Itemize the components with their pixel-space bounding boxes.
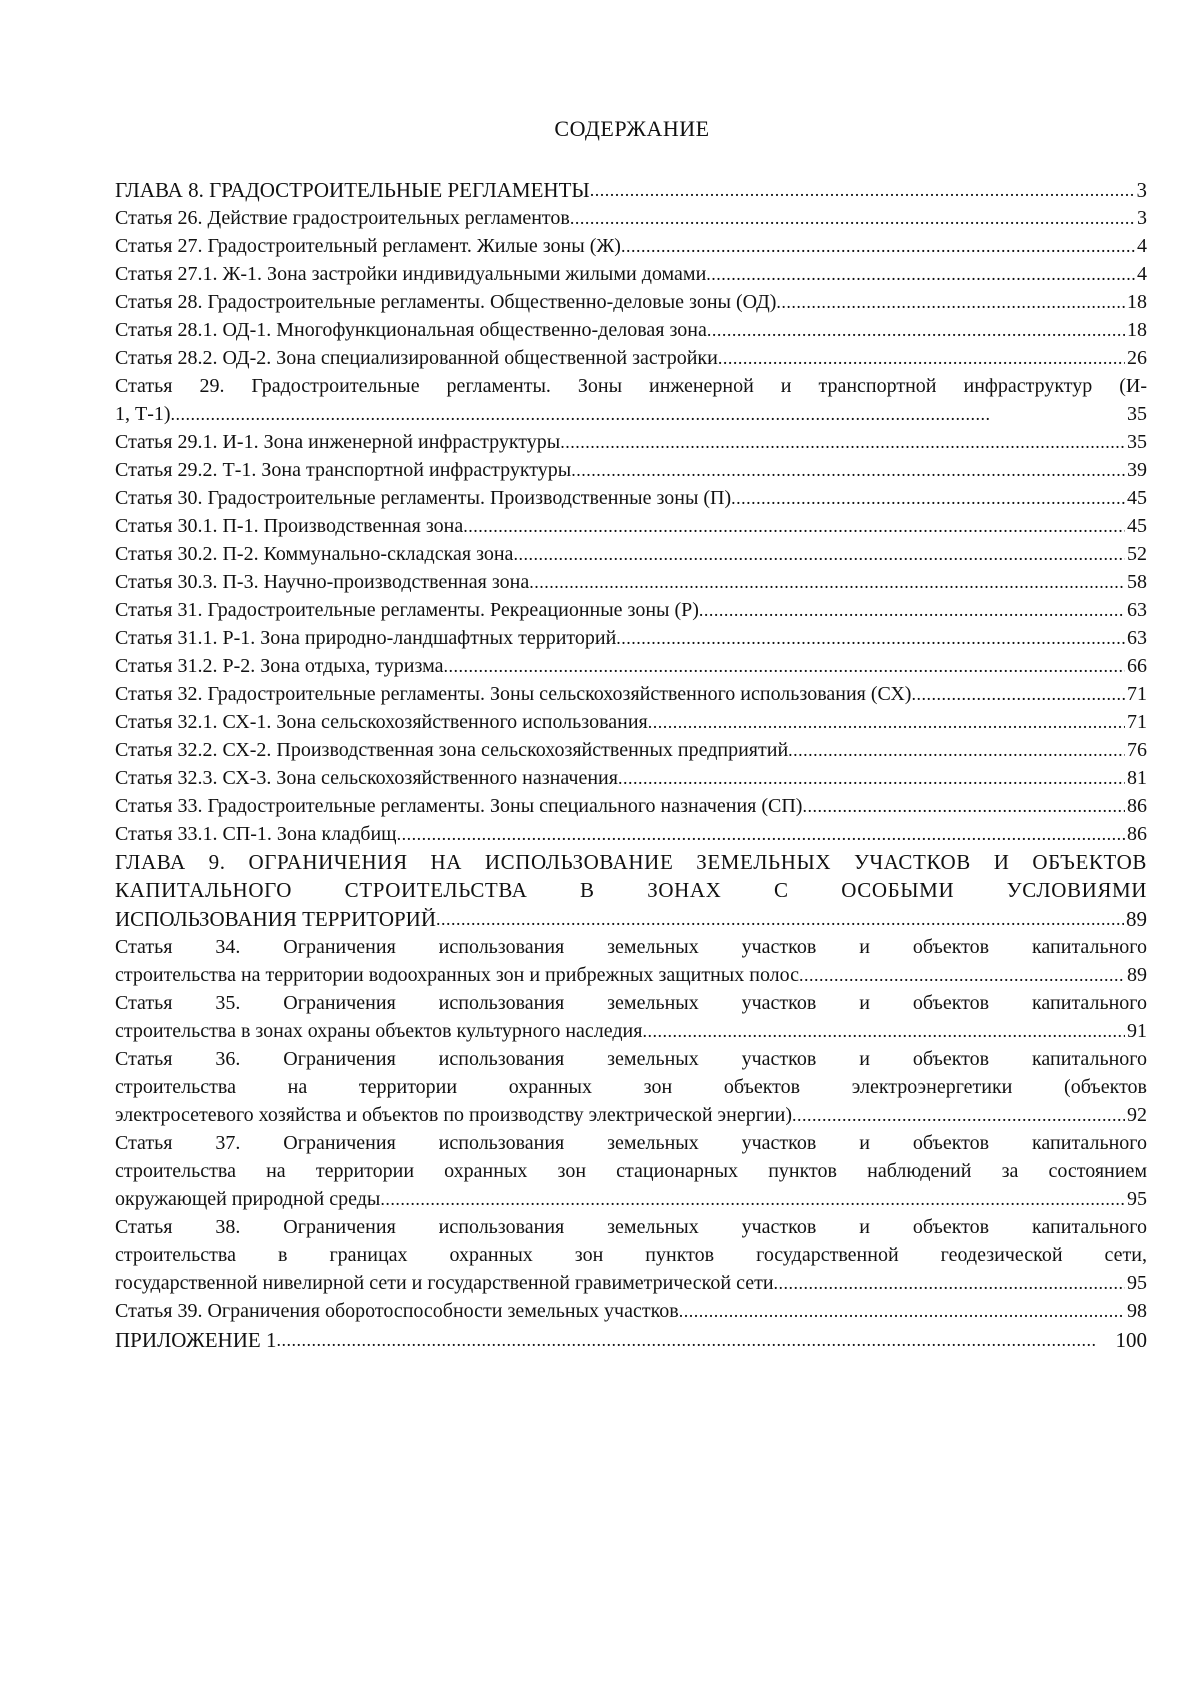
toc-entry-article-30 — [115, 484, 1147, 512]
toc-entry-article-31-2 — [115, 652, 1147, 680]
toc-entry-article-31 — [115, 596, 1147, 624]
toc-page-number: 63 — [1127, 627, 1147, 649]
toc-entry-text: ИСПОЛЬЗОВАНИЯ ТЕРРИТОРИЙ — [115, 907, 436, 931]
toc-entry-text: Статья 29.1. И-1. Зона инженерной инфраструктуры — [115, 431, 561, 453]
toc-entry-article-32 — [115, 680, 1147, 708]
toc-entry-article-29-1 — [115, 428, 1147, 456]
toc-entry-text: ГЛАВА 8. ГРАДОСТРОИТЕЛЬНЫЕ РЕГЛАМЕНТЫ — [115, 178, 590, 202]
toc-entry-text: Статья 35. Ограничения использования земельных участков и объектов капитального — [115, 992, 1147, 1014]
toc-entry-article-27-1 — [115, 260, 1147, 288]
toc-page-number: 95 — [1127, 1188, 1147, 1210]
toc-page-number: 3 — [1137, 207, 1147, 229]
toc-entry-text: Статья 32.3. СХ-3. Зона сельскохозяйственного назначения — [115, 767, 618, 789]
toc-entry-article-26 — [115, 204, 1147, 232]
toc-entry-text: строительства в зонах охраны объектов культурного наследия — [115, 1020, 643, 1042]
toc-entry-text: Статья 26. Действие градостроительных регламентов — [115, 207, 570, 229]
toc-entry-text: Статья 33.1. СП-1. Зона кладбищ — [115, 823, 397, 845]
toc-entry-text: Статья 39. Ограничения оборотоспособности земельных участков — [115, 1300, 679, 1322]
toc-entry-text: строительства на территории охранных зон объектов электроэнергетики (объектов — [115, 1076, 1147, 1098]
toc-entry-article-34 — [115, 933, 1147, 989]
toc-entry-article-39 — [115, 1297, 1147, 1325]
toc-page-number: 63 — [1127, 599, 1147, 621]
toc-page-number: 95 — [1127, 1272, 1147, 1294]
toc-entry-chapter-8 — [115, 175, 1147, 204]
toc-entry-article-32-1 — [115, 708, 1147, 736]
toc-entry-text: Статья 30.2. П-2. Коммунально-складская зона — [115, 543, 514, 565]
toc-entry-text: Статья 34. Ограничения использования земельных участков и объектов капитального — [115, 936, 1147, 958]
toc-entry-text: Статья 33. Градостроительные регламенты. Зоны специального назначения (СП) — [115, 795, 803, 817]
toc-entry-article-29 — [115, 372, 1147, 428]
toc-entry-text: Статья 37. Ограничения использования земельных участков и объектов капитального — [115, 1132, 1147, 1154]
table-of-contents — [115, 175, 1147, 1354]
toc-entry-article-28-1 — [115, 316, 1147, 344]
toc-page-number: 26 — [1127, 347, 1147, 369]
toc-entry-article-28-2 — [115, 344, 1147, 372]
toc-page-number: 86 — [1127, 823, 1147, 845]
toc-entry-text: Статья 30.1. П-1. Производственная зона — [115, 515, 464, 537]
toc-page-number: 100 — [1115, 1328, 1147, 1352]
toc-entry-article-32-3 — [115, 764, 1147, 792]
toc-entry-text: Статья 32.2. СХ-2. Производственная зона сельскохозяйственных предприятий — [115, 739, 789, 761]
toc-entry-text: ГЛАВА 9. ОГРАНИЧЕНИЯ НА ИСПОЛЬЗОВАНИЕ ЗЕМЕЛЬНЫХ УЧАСТКОВ И ОБЪЕКТОВ — [115, 850, 1147, 874]
toc-page-number: 91 — [1127, 1020, 1147, 1042]
toc-entry-text: Статья 28.2. ОД-2. Зона специализированной общественной застройки — [115, 347, 718, 369]
toc-entry-article-30-2 — [115, 540, 1147, 568]
toc-page-number: 89 — [1127, 964, 1147, 986]
toc-entry-text: Статья 30. Градостроительные регламенты. Производственные зоны (П) — [115, 487, 732, 509]
toc-entry-text: 1, Т-1) — [115, 403, 171, 425]
toc-entry-text: Статья 27. Градостроительный регламент. Жилые зоны (Ж) — [115, 235, 621, 257]
toc-page-number: 52 — [1127, 543, 1147, 565]
toc-entry-text: Статья 31.2. Р-2. Зона отдыха, туризма — [115, 655, 444, 677]
toc-page-number: 18 — [1127, 291, 1147, 313]
toc-entry-text: КАПИТАЛЬНОГО СТРОИТЕЛЬСТВА В ЗОНАХ С ОСОБЫМИ УСЛОВИЯМИ — [115, 878, 1147, 902]
toc-title: СОДЕРЖАНИЕ — [554, 116, 710, 141]
toc-entry-text: Статья 29.2. Т-1. Зона транспортной инфраструктуры — [115, 459, 572, 481]
toc-page-number: 76 — [1127, 739, 1147, 761]
toc-entry-text: окружающей природной среды — [115, 1188, 381, 1210]
toc-entry-article-37 — [115, 1129, 1147, 1213]
toc-entry-article-29-2 — [115, 456, 1147, 484]
toc-entry-article-33-1 — [115, 820, 1147, 848]
toc-page-number: 89 — [1126, 907, 1147, 931]
toc-page-number: 4 — [1137, 263, 1147, 285]
toc-page-number: 66 — [1127, 655, 1147, 677]
toc-entry-article-31-1 — [115, 624, 1147, 652]
toc-page-number: 35 — [1127, 403, 1147, 425]
toc-page-number: 86 — [1127, 795, 1147, 817]
toc-page-number: 71 — [1127, 711, 1147, 733]
toc-entry-text: Статья 36. Ограничения использования земельных участков и объектов капитального — [115, 1048, 1147, 1070]
toc-page-number: 71 — [1127, 683, 1147, 705]
toc-entry-text: Статья 30.3. П-3. Научно-производственная зона — [115, 571, 530, 593]
toc-entry-article-30-3 — [115, 568, 1147, 596]
toc-page-number: 45 — [1127, 487, 1147, 509]
toc-entry-text: Статья 31. Градостроительные регламенты. Рекреационные зоны (Р) — [115, 599, 699, 621]
toc-page-number: 18 — [1127, 319, 1147, 341]
toc-page-number: 3 — [1136, 178, 1147, 202]
toc-entry-article-35 — [115, 989, 1147, 1045]
toc-entry-text: Статья 31.1. Р-1. Зона природно-ландшафтных территорий — [115, 627, 617, 649]
toc-page-number: 4 — [1137, 235, 1147, 257]
toc-entry-text: Статья 32. Градостроительные регламенты. Зоны сельскохозяйственного использования (СХ) — [115, 683, 912, 705]
toc-entry-text: Статья 29. Градостроительные регламенты. Зоны инженерной и транспортной инфраструктур (И- — [115, 375, 1147, 397]
toc-entry-article-38 — [115, 1213, 1147, 1297]
toc-entry-text: Статья 27.1. Ж-1. Зона застройки индивидуальными жилыми домами — [115, 263, 707, 285]
toc-entry-text: государственной нивелирной сети и государственной гравиметрической сети — [115, 1272, 774, 1294]
toc-entry-text: строительства на территории водоохранных зон и прибрежных защитных полос — [115, 964, 800, 986]
toc-page-number: 39 — [1127, 459, 1147, 481]
toc-entry-text: строительства на территории охранных зон стационарных пунктов наблюдений за состоянием — [115, 1160, 1147, 1182]
toc-entry-article-32-2 — [115, 736, 1147, 764]
toc-entry-text: ПРИЛОЖЕНИЕ 1 — [115, 1328, 277, 1352]
toc-page-number: 45 — [1127, 515, 1147, 537]
toc-entry-chapter-9 — [115, 848, 1147, 933]
toc-entry-text: строительства в границах охранных зон пунктов государственной геодезической сети, — [115, 1244, 1147, 1266]
toc-entry-appendix-1 — [115, 1325, 1147, 1354]
toc-entry-article-33 — [115, 792, 1147, 820]
toc-page-number: 98 — [1127, 1300, 1147, 1322]
toc-entry-article-30-1 — [115, 512, 1147, 540]
toc-entry-text: Статья 32.1. СХ-1. Зона сельскохозяйственного использования — [115, 711, 648, 733]
toc-entry-article-27 — [115, 232, 1147, 260]
toc-entry-text: Статья 28. Градостроительные регламенты. Общественно-деловые зоны (ОД) — [115, 291, 777, 313]
toc-entry-text: электросетевого хозяйства и объектов по производству электрической энергии) — [115, 1104, 792, 1126]
toc-entry-text: Статья 28.1. ОД-1. Многофункциональная общественно-деловая зона — [115, 319, 707, 341]
toc-page-number: 58 — [1127, 571, 1147, 593]
toc-page-number: 81 — [1127, 767, 1147, 789]
toc-entry-text: Статья 38. Ограничения использования земельных участков и объектов капитального — [115, 1216, 1147, 1238]
toc-entry-article-36 — [115, 1045, 1147, 1129]
toc-entry-article-28 — [115, 288, 1147, 316]
toc-page-number: 92 — [1127, 1104, 1147, 1126]
toc-page-number: 35 — [1127, 431, 1147, 453]
